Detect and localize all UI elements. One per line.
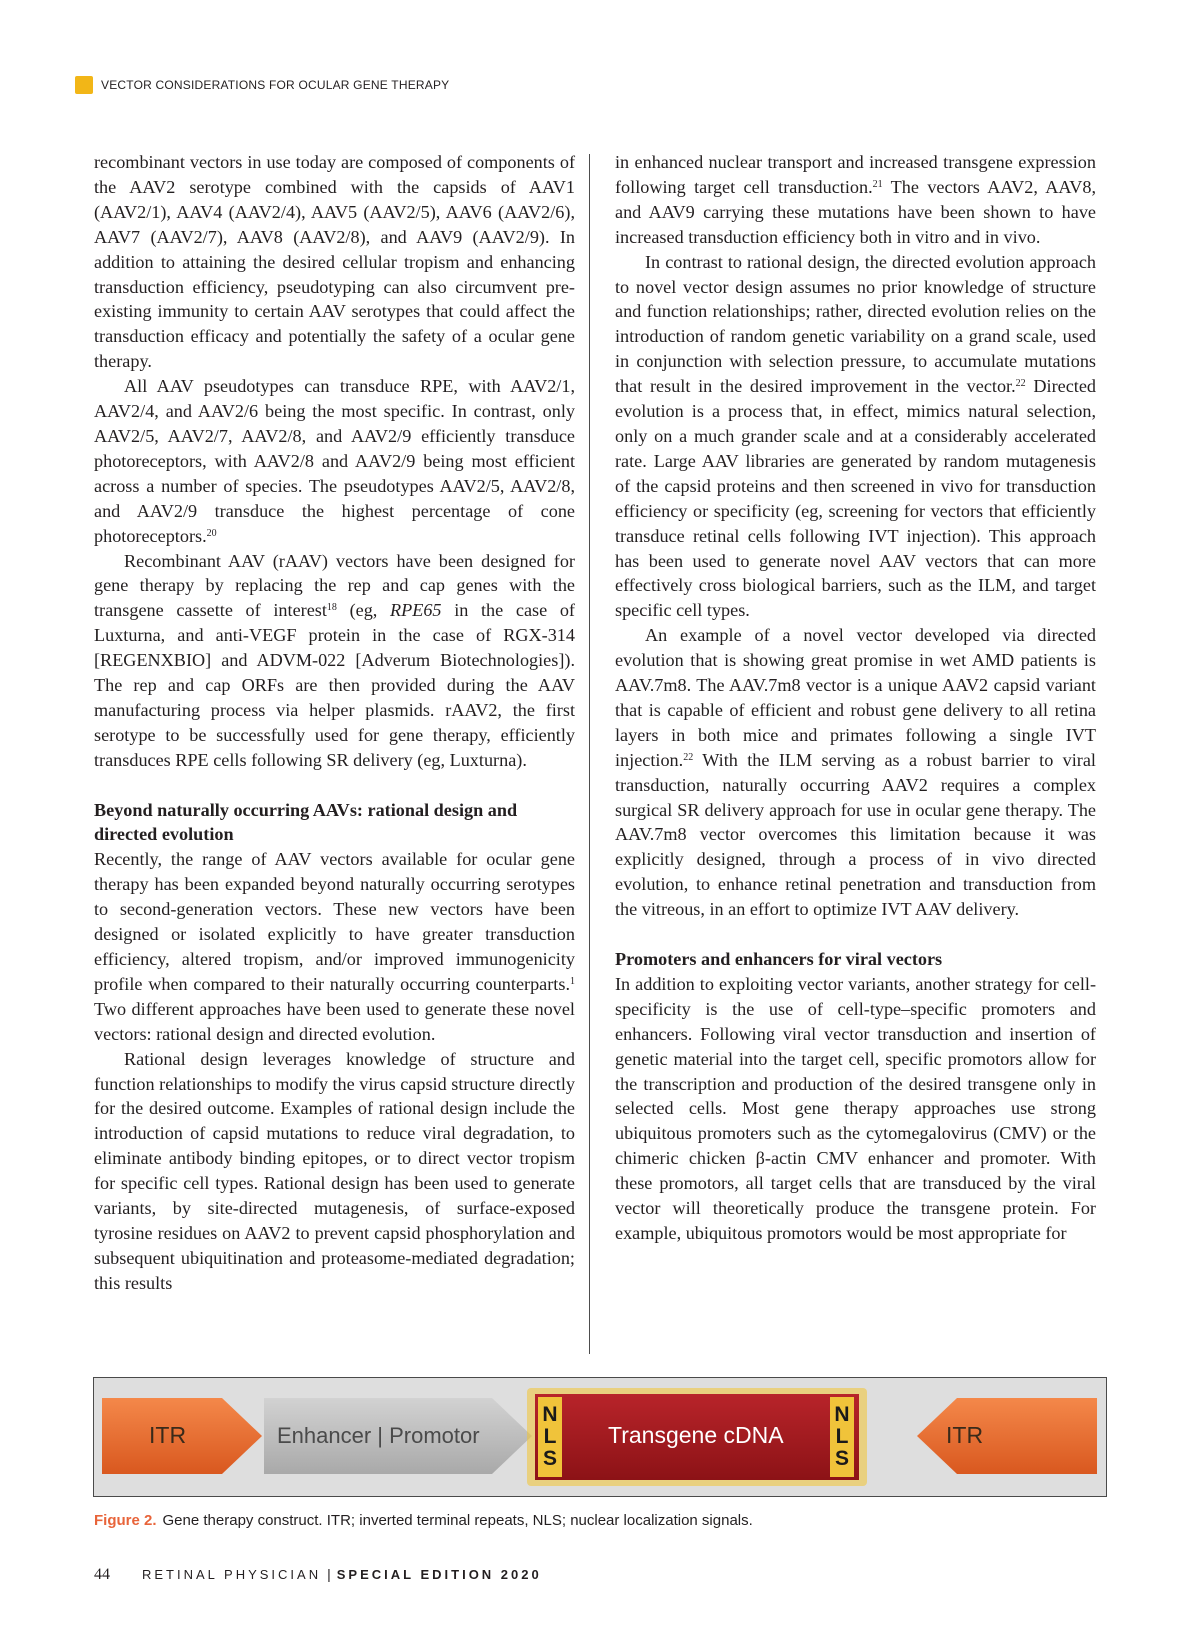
left-paragraph-3 (94, 549, 575, 773)
right-column (615, 150, 1096, 1246)
nls-letter: L (835, 1425, 849, 1448)
footer-separator: | (327, 1566, 331, 1582)
nls-letter: L (543, 1425, 557, 1448)
itr-right-arrow (917, 1398, 1097, 1474)
right-paragraph-1-text-a: in enhanced nuclear transport and increased transgene expression following target cell transduction. (615, 152, 1096, 197)
left-paragraph-4-text-a: Recently, the range of AAV vectors available for ocular gene therapy has been expanded beyond naturally occurring serotypes to second-generation vectors. These new vectors have been designed or isolated explicitly to have greater transduction efficiency, altered tropism, and/or improved immunogenicity profile when compared to their naturally occurring counterparts. (94, 849, 575, 994)
caption-label: Figure 2. (94, 1512, 157, 1529)
figure-caption (94, 1512, 753, 1529)
reference-marker: 21 (872, 178, 883, 190)
reference-marker: 22 (683, 751, 694, 763)
left-paragraph-5: Rational design leverages knowledge of structure and function relationships to modify the virus capsid structure directly for the desired outcome. Examples of rational design include the introduction of capsid mutations to reduce viral degradation, to eliminate antibody binding epitopes, or to direct vector tropism for specific cell types. Rational design has been used to generate variants, by site-directed mutagenesis, of surface-exposed tyrosine residues on AAV2 to prevent capsid phosphorylation and subsequent ubiquitination and proteasome-mediated degradation; this results (94, 1048, 575, 1293)
left-column (94, 150, 575, 1296)
right-paragraph-2 (615, 250, 1096, 624)
right-paragraph-2-text-a: In contrast to rational design, the directed evolution approach to novel vector design assumes no prior knowledge of structure and function relationships; rather, directed evolution relies on the introduction of random genetic variability on a grand scale, used in conjunction with selection pressure, to accumulate mutations that result in the desired improvement in the vector. (615, 251, 1096, 397)
nls-left-label (539, 1404, 561, 1470)
right-paragraph-1-text-b: The vectors AAV2, AAV8, and AAV9 carrying these mutations have been shown to have increased transduction efficiency both in vitro and in vivo. (615, 176, 1096, 247)
edition-label: SPECIAL EDITION 2020 (336, 1567, 542, 1582)
left-paragraph-3-text-a: Recombinant AAV (rAAV) vectors have been designed for gene therapy by replacing the rep and cap genes with the transgene cassette of interest (94, 550, 575, 621)
left-paragraph-4-text-b: Two different approaches have been used to generate these novel vectors: rational design and directed evolution. (94, 998, 575, 1044)
running-header-title: VECTOR CONSIDERATIONS FOR OCULAR GENE THERAPY (101, 78, 450, 92)
left-paragraph-3-text-c: in the case of Luxturna, and anti-VEGF protein in the case of RGX-314 [REGENXBIO] and ADVM-022 [Adverum Biotechnologies]). The rep and cap ORFs are then provided during the AAV manufacturing process via helper plasmids. rAAV2, the first serotype to be successfully used for gene therapy, efficiently transduces RPE cells following SR delivery (eg, Luxturna). (94, 600, 575, 770)
itr-right-label: ITR (946, 1422, 984, 1448)
reference-marker: 1 (570, 975, 575, 987)
gene-construct-figure (93, 1377, 1107, 1497)
itr-left-label: ITR (149, 1422, 187, 1448)
gene-name: RPE65 (390, 600, 442, 621)
reference-marker: 22 (1015, 378, 1026, 390)
header-marker-square (75, 76, 93, 94)
page-footer (94, 1566, 542, 1584)
left-paragraph-2-text: All AAV pseudotypes can transduce RPE, with AAV2/1, AAV2/4, and AAV2/6 being the most specific. In contrast, only AAV2/5, AAV2/7, AAV2/8, and AAV2/9 efficiently transduce photoreceptors, with AAV2/8 and AAV2/9 being most efficient across a number of species. The pseudotypes AAV2/5, AAV2/8, and AAV2/9 transduce the highest percentage of cone photoreceptors. (94, 376, 575, 546)
journal-name: RETINAL PHYSICIAN (142, 1567, 322, 1582)
nls-letter: N (834, 1403, 850, 1426)
right-paragraph-4: In addition to exploiting vector variants, another strategy for cell-specificity is the use of cell-type–specific promoters and enhancers. Following viral vector transduction and insertion of genetic material into the target cell, specific promotors allow for the transcription and production of the desired transgene only in selected cells. Most gene therapy approaches use strong ubiquitous promoters such as the cytomegalovirus (CMV) or the chimeric chicken β-actin CMV enhancer and promoter. With these promotors, all target cells that are transduced by the viral vector will theoretically produce the transgene protein. For example, ubiquitous promotors would be most appropriate for (615, 973, 1096, 1243)
column-divider (589, 154, 590, 1354)
right-paragraph-2-text-b: Directed evolution is a process that, in effect, mimics natural selection, only on a much grander scale and at a considerably accelerated rate. Large AAV libraries are generated by random mutagenesis of the capsid proteins and then screened in vivo for transduction efficiency or specificity (eg, screening for vectors that efficiently transduce retinal cells following IVT injection). This approach has been used to generate novel AAV vectors that can more effectively cross biological barriers, such as the ILM, and target specific cell types. (615, 376, 1096, 621)
section-spacer (615, 922, 1096, 947)
right-paragraph-3-text-a: An example of a novel vector developed via directed evolution that is showing great promise in wet AMD patients is AAV.7m8. The AAV.7m8 vector is a unique AAV2 capsid variant that is capable of efficient and robust gene delivery to all retina layers in both mice and primates following a single IVT injection. (615, 625, 1096, 770)
right-paragraph-3 (615, 623, 1096, 922)
left-paragraph-4 (94, 847, 575, 1046)
section-spacer (94, 773, 575, 798)
nls-letter: S (542, 1447, 557, 1470)
reference-marker: 18 (326, 602, 337, 614)
nls-letter: N (542, 1403, 558, 1426)
right-paragraph-3-text-b: With the ILM serving as a robust barrier to viral transduction, naturally occurring AAV2 requires a complex surgical SR delivery approach for use in ocular gene therapy. The AAV.7m8 vector overcomes this limitation because it was explicitly designed, through a process of in vivo directed evolution, to enhance retinal penetration and transduction from the vitreous, in an effort to optimize IVT AAV delivery. (615, 749, 1096, 920)
enhancer-promotor-label: Enhancer | Promotor (277, 1423, 480, 1448)
left-paragraph-2 (94, 374, 575, 548)
transgene-label: Transgene cDNA (608, 1422, 784, 1448)
left-paragraph-3-text-b: (eg, (336, 600, 390, 621)
right-paragraph-1 (615, 150, 1096, 250)
running-header (75, 73, 449, 97)
nls-right-label (831, 1404, 853, 1470)
nls-letter: S (834, 1447, 849, 1470)
reference-marker: 20 (206, 527, 217, 539)
caption-text: Gene therapy construct. ITR; inverted terminal repeats, NLS; nuclear localization signals. (162, 1512, 753, 1529)
page-number: 44 (94, 1566, 110, 1583)
section-heading-rational-design: Beyond naturally occurring AAVs: rational design and directed evolution (94, 799, 518, 845)
left-paragraph-1: recombinant vectors in use today are composed of components of the AAV2 serotype combined with the capsids of AAV1 (AAV2/1), AAV4 (AAV2/4), AAV5 (AAV2/5), AAV6 (AAV2/6), AAV7 (AAV2/7), AAV8 (AAV2/8), and AAV9 (AAV2/9). In addition to attaining the desired cellular tropism and enhancing transduction efficiency, pseudotyping can also circumvent pre-existing immunity to certain AAV serotypes that could affect the transduction efficacy and potentially the safety of a ocular gene therapy. (94, 152, 575, 372)
section-heading-promoters: Promoters and enhancers for viral vectors (615, 948, 943, 969)
